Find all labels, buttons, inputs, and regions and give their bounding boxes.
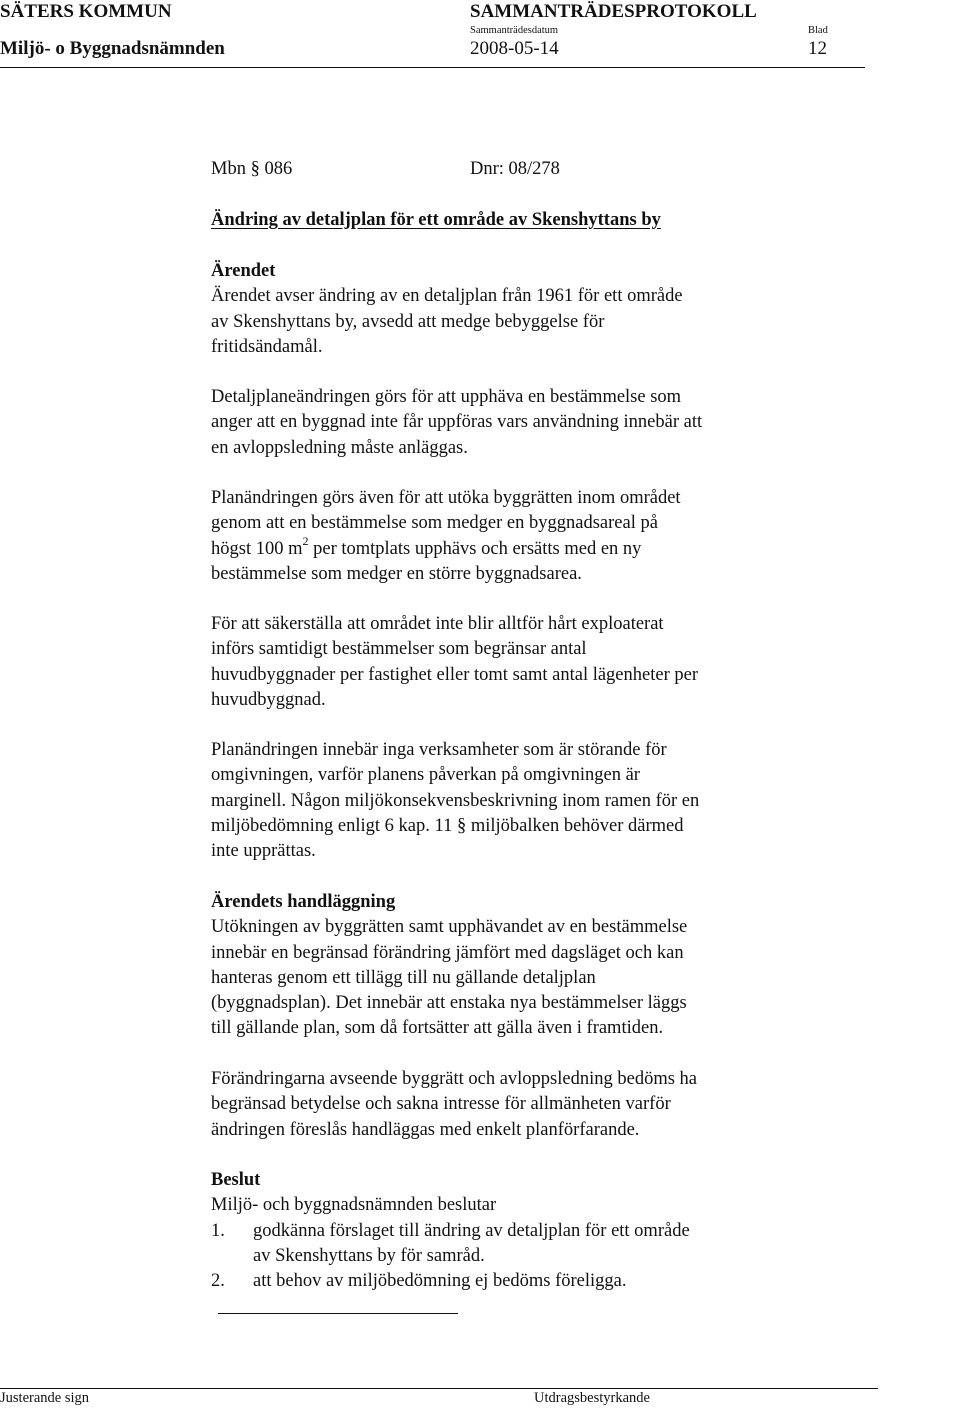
text-line: hanteras genom ett tillägg till nu gällande detaljplan	[211, 967, 596, 988]
text-line: huvudbyggnader per fastighet eller tomt samt antal lägenheter per	[211, 664, 698, 685]
text-line: till gällande plan, som då fortsätter att gälla även i framtiden.	[211, 1018, 664, 1039]
case-title: Ändring av detaljplan för ett område av Skenshyttans by	[211, 210, 661, 230]
municipality-name: SÄTERS KOMMUN	[0, 1, 172, 22]
footer-rule	[0, 1388, 878, 1389]
date-label: Sammanträdesdatum	[470, 25, 559, 36]
text-line: Ärendet avser ändring av en detaljplan från 1961 för ett område	[211, 286, 683, 307]
text-line: huvudbyggnad.	[211, 689, 326, 710]
text-segment: per tomtplats upphävs och ersätts med en ny	[308, 538, 642, 559]
text-line-with-superscript	[211, 534, 931, 562]
section-heading: Ärendets handläggning	[211, 892, 396, 912]
text-line: ändringen föreslås handläggas med enkelt planförfarande.	[211, 1119, 640, 1140]
text-line: omgivningen, varför planens påverkan på omgivningen är	[211, 765, 640, 786]
footer-utdragsbestyrkande: Utdragsbestyrkande	[534, 1390, 650, 1406]
paragraph-5	[211, 738, 931, 864]
text-line: (byggnadsplan). Det innebär att enstaka nya bestämmelser läggs	[211, 993, 687, 1014]
paragraph-2	[211, 385, 931, 461]
section-beslut	[211, 1168, 931, 1294]
document-type: SAMMANTRÄDESPROTOKOLL	[470, 1, 757, 22]
text-line: bestämmelse som medger en större byggnadsarea.	[211, 563, 582, 584]
text-line: För att säkerställa att området inte blir alltför hårt exploaterat	[211, 614, 664, 634]
text-line: av Skenshyttans by, avsedd att medge bebyggelse för	[211, 311, 605, 332]
committee-name: Miljö- o Byggnadsnämnden	[0, 38, 225, 59]
footer-justerande-sign: Justerande sign	[0, 1390, 89, 1406]
text-line: inte upprättas.	[211, 841, 316, 862]
text-line: Planändringen görs även för att utöka byggrätten inom området	[211, 488, 681, 508]
item-text: godkänna förslaget till ändring av detaljplan för ett område	[253, 1220, 690, 1241]
text-line: innebär en begränsad förändring jämfört med dagsläget och kan	[211, 942, 684, 963]
text-line: marginell. Någon miljökonsekvensbeskrivning inom ramen för en	[211, 790, 700, 811]
section-heading: Ärendet	[211, 261, 276, 281]
decision-item	[211, 1219, 931, 1244]
decision-item	[211, 1269, 931, 1294]
case-paragraph-number: Mbn § 086	[211, 159, 293, 179]
item-number: 2.	[211, 1271, 225, 1292]
superscript: 2	[302, 534, 309, 549]
paragraph-handlaggning-2	[211, 1067, 931, 1143]
diary-number: Dnr: 08/278	[470, 159, 560, 179]
item-number: 1.	[211, 1220, 225, 1241]
text-line: Förändringarna avseende byggrätt och avloppsledning bedöms ha	[211, 1069, 698, 1089]
item-text: att behov av miljöbedömning ej bedöms föreligga.	[253, 1271, 627, 1292]
sheet-label: Blad	[808, 25, 828, 36]
end-of-section-rule	[218, 1313, 458, 1314]
text-line: begränsad betydelse och sakna intresse för allmänheten varför	[211, 1094, 671, 1115]
text-line: Utökningen av byggrätten samt upphävandet av en bestämmelse	[211, 917, 688, 938]
item-text-continuation: av Skenshyttans by för samråd.	[253, 1245, 485, 1266]
text-line: fritidsändamål.	[211, 336, 323, 357]
text-segment: högst 100 m	[211, 538, 303, 559]
text-line: anger att en byggnad inte får uppföras vars användning innebär att	[211, 412, 703, 433]
paragraph-4	[211, 612, 931, 713]
sheet-number: 12	[808, 38, 827, 59]
meeting-date: 2008-05-14	[470, 38, 559, 59]
text-line: Planändringen innebär inga verksamheter som är störande för	[211, 740, 667, 760]
text-line: införs samtidigt bestämmelser som begränsar antal	[211, 639, 587, 660]
text-line: genom att en bestämmelse som medger en byggnadsareal på	[211, 513, 658, 534]
text-line: en avloppsledning måste anläggas.	[211, 437, 468, 458]
decision-intro: Miljö- och byggnadsnämnden beslutar	[211, 1195, 497, 1216]
text-line: Detaljplaneändringen görs för att upphäva en bestämmelse som	[211, 387, 682, 407]
section-handlaggning	[211, 890, 931, 1042]
section-heading: Beslut	[211, 1170, 261, 1190]
text-line: miljöbedömning enligt 6 kap. 11 § miljöbalken behöver därmed	[211, 815, 684, 836]
header-rule	[0, 67, 865, 68]
paragraph-3	[211, 486, 931, 587]
section-arendet	[211, 259, 931, 360]
